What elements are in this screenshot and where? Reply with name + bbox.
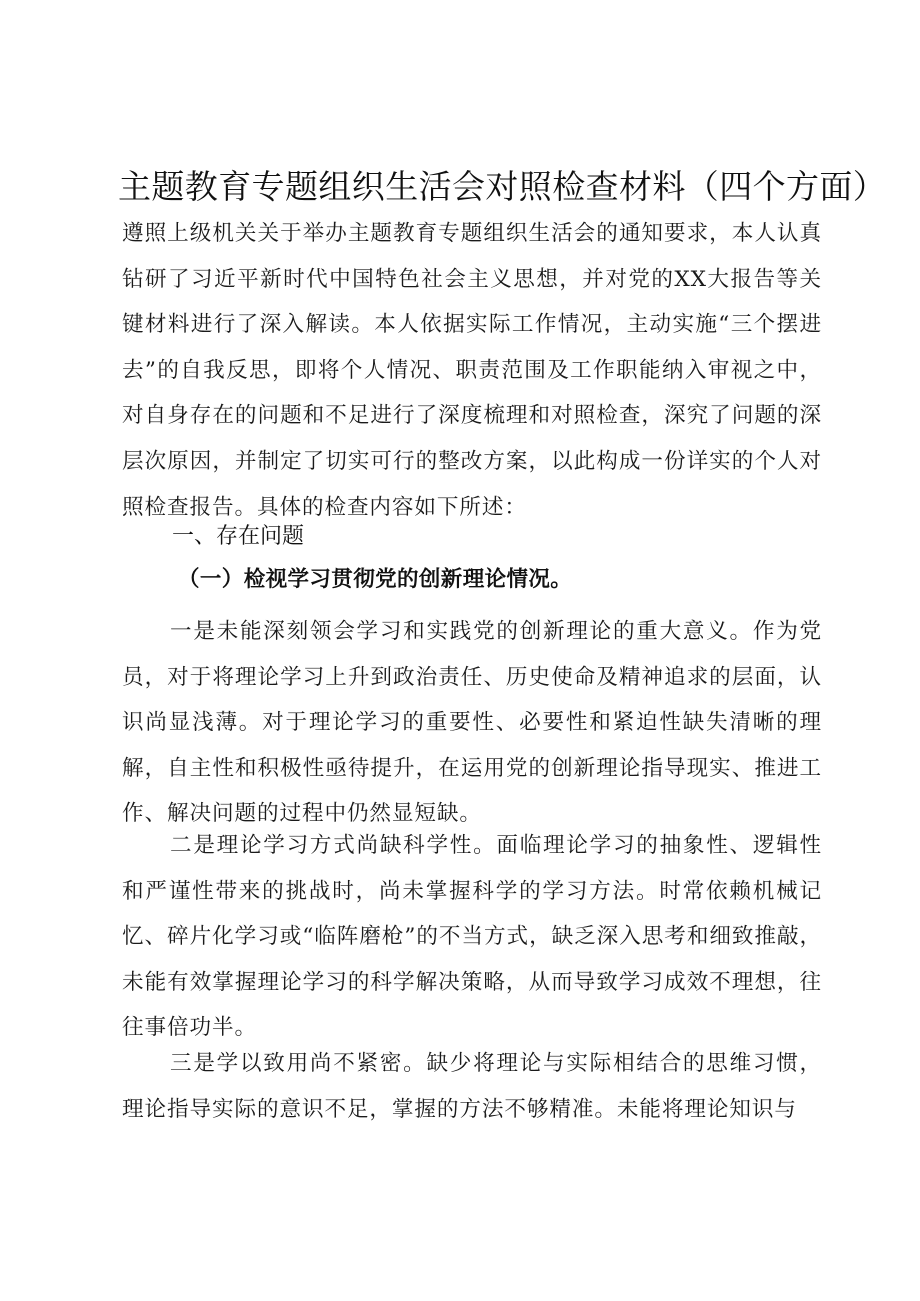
document-title: 主题教育专题组织生活会对照检查材料（四个方面） [118,167,887,206]
paragraph-point-three: 三是学以致用尚不紧密。缺少将理论与实际相结合的思维习惯，理论指导实际的意识不足，掌握的方法不够精准。未能将理论知识与 [122,1051,822,1122]
intro-paragraph: 遵照上级机关关于举办主题教育专题组织生活会的通知要求，本人认真钻研了习近平新时代中国特色社会主义思想，并对党的XX大报告等关键材料进行了深入解读。本人依据实际工作情况，主动实施“三个摆进去”的自我反思，即将个人情况、职责范围及工作职能纳入审视之中，对自身存在的问题和不足进行了深度梳理和对照检查，深究了问题的深层次原因，并制定了切实可行的整改方案，以此构成一份详实的个人对照检查报告。具体的检查内容如下所述： [122,221,822,520]
paragraph-point-one: 一是未能深刻领会学习和实践党的创新理论的重大意义。作为党员，对于将理论学习上升到政治责任、历史使命及精神追求的层面，认识尚显浅薄。对于理论学习的重要性、必要性和紧迫性缺失清晰的理解，自主性和积极性亟待提升，在运用党的创新理论指导现实、推进工作、解决问题的过程中仍然显短缺。 [122,619,822,827]
subsection-heading-theory-study: （一）检视学习贯彻党的创新理论情况。 [178,567,573,592]
section-heading-problems: 一、存在问题 [172,524,305,549]
paragraph-point-two: 二是理论学习方式尚缺科学性。面临理论学习的抽象性、逻辑性和严谨性带来的挑战时，尚未掌握科学的学习方法。时常依赖机械记忆、碎片化学习或“临阵磨枪”的不当方式，缺乏深入思考和细致推敲，未能有效掌握理论学习的科学解决策略，从而导致学习成效不理想，往往事倍功半。 [122,833,822,1041]
